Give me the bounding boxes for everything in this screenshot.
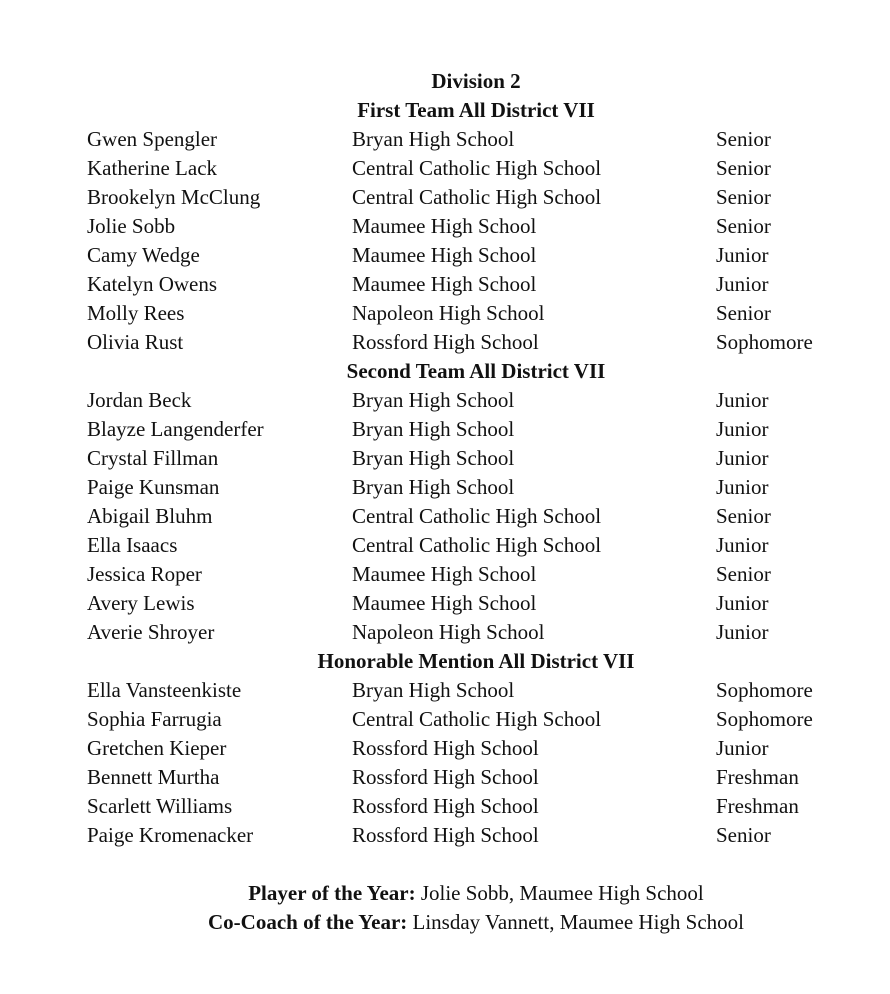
player-year: Senior	[716, 127, 771, 151]
section-title-honorable-mention: Honorable Mention All District VII	[317, 649, 635, 673]
award-label: Player of the Year:	[248, 881, 416, 905]
award-coach-of-the-year	[0, 908, 890, 937]
player-school: Bryan High School	[352, 127, 515, 151]
player-name: Bennett Murtha	[87, 765, 220, 789]
player-year: Senior	[716, 214, 771, 238]
player-name: Olivia Rust	[87, 330, 184, 354]
player-name: Molly Rees	[87, 301, 185, 325]
player-name: Avery Lewis	[87, 591, 195, 615]
player-school: Rossford High School	[352, 765, 539, 789]
player-year: Senior	[716, 504, 771, 528]
player-school: Bryan High School	[352, 417, 515, 441]
player-school: Maumee High School	[352, 214, 537, 238]
player-year: Senior	[716, 156, 771, 180]
table-row	[0, 473, 890, 502]
player-year: Senior	[716, 301, 771, 325]
player-school: Napoleon High School	[352, 301, 545, 325]
player-year: Junior	[716, 736, 769, 760]
player-name: Paige Kunsman	[87, 475, 220, 499]
player-name: Ella Vansteenkiste	[87, 678, 242, 702]
player-name: Jolie Sobb	[87, 214, 176, 238]
player-school: Rossford High School	[352, 823, 539, 847]
division-title: Division 2	[431, 69, 521, 93]
player-school: Central Catholic High School	[352, 707, 602, 731]
table-row	[0, 705, 890, 734]
table-row	[0, 763, 890, 792]
table-row	[0, 328, 890, 357]
section-title-first-team: First Team All District VII	[357, 98, 595, 122]
player-school: Rossford High School	[352, 736, 539, 760]
player-school: Rossford High School	[352, 330, 539, 354]
player-school: Central Catholic High School	[352, 156, 602, 180]
player-name: Sophia Farrugia	[87, 707, 222, 731]
table-row	[0, 183, 890, 212]
player-year: Junior	[716, 475, 769, 499]
award-player-of-the-year	[0, 879, 890, 908]
player-name: Jordan Beck	[87, 388, 192, 412]
player-name: Gwen Spengler	[87, 127, 218, 151]
table-row	[0, 531, 890, 560]
player-year: Junior	[716, 388, 769, 412]
player-year: Junior	[716, 533, 769, 557]
award-value: Jolie Sobb, Maumee High School	[415, 881, 704, 905]
table-row	[0, 299, 890, 328]
player-name: Blayze Langenderfer	[87, 417, 264, 441]
spacer	[0, 850, 890, 879]
table-row	[0, 212, 890, 241]
player-name: Scarlett Williams	[87, 794, 233, 818]
player-year: Junior	[716, 272, 769, 296]
player-year: Senior	[716, 823, 771, 847]
player-name: Katelyn Owens	[87, 272, 218, 296]
player-year: Junior	[716, 620, 769, 644]
table-row	[0, 589, 890, 618]
player-name: Camy Wedge	[87, 243, 200, 267]
player-year: Junior	[716, 446, 769, 470]
player-name: Gretchen Kieper	[87, 736, 227, 760]
player-school: Central Catholic High School	[352, 185, 602, 209]
player-year: Sophomore	[716, 678, 813, 702]
player-name: Paige Kromenacker	[87, 823, 254, 847]
table-row	[0, 444, 890, 473]
player-school: Bryan High School	[352, 475, 515, 499]
table-row	[0, 241, 890, 270]
player-year: Freshman	[716, 765, 799, 789]
player-school: Bryan High School	[352, 678, 515, 702]
player-school: Maumee High School	[352, 591, 537, 615]
document	[0, 67, 890, 937]
table-row	[0, 386, 890, 415]
player-school: Maumee High School	[352, 562, 537, 586]
player-year: Junior	[716, 591, 769, 615]
table-row	[0, 821, 890, 850]
section-title-second-team: Second Team All District VII	[346, 359, 606, 383]
player-year: Sophomore	[716, 330, 813, 354]
player-year: Senior	[716, 562, 771, 586]
player-school: Bryan High School	[352, 388, 515, 412]
player-name: Abigail Bluhm	[87, 504, 213, 528]
player-name: Brookelyn McClung	[87, 185, 261, 209]
player-name: Jessica Roper	[87, 562, 202, 586]
table-row	[0, 415, 890, 444]
player-year: Senior	[716, 185, 771, 209]
player-name: Ella Isaacs	[87, 533, 178, 557]
table-row	[0, 560, 890, 589]
table-row	[0, 618, 890, 647]
table-row	[0, 502, 890, 531]
player-name: Katherine Lack	[87, 156, 218, 180]
player-school: Bryan High School	[352, 446, 515, 470]
player-name: Crystal Fillman	[87, 446, 219, 470]
table-row	[0, 734, 890, 763]
table-row	[0, 270, 890, 299]
award-label: Co-Coach of the Year:	[208, 910, 408, 934]
player-year: Junior	[716, 417, 769, 441]
award-value: Linsday Vannett, Maumee High School	[407, 910, 744, 934]
player-school: Maumee High School	[352, 243, 537, 267]
player-school: Central Catholic High School	[352, 504, 602, 528]
table-row	[0, 676, 890, 705]
table-row	[0, 154, 890, 183]
table-row	[0, 125, 890, 154]
player-school: Maumee High School	[352, 272, 537, 296]
player-year: Freshman	[716, 794, 799, 818]
player-school: Central Catholic High School	[352, 533, 602, 557]
player-school: Rossford High School	[352, 794, 539, 818]
player-year: Junior	[716, 243, 769, 267]
player-name: Averie Shroyer	[87, 620, 215, 644]
player-year: Sophomore	[716, 707, 813, 731]
table-row	[0, 792, 890, 821]
player-school: Napoleon High School	[352, 620, 545, 644]
